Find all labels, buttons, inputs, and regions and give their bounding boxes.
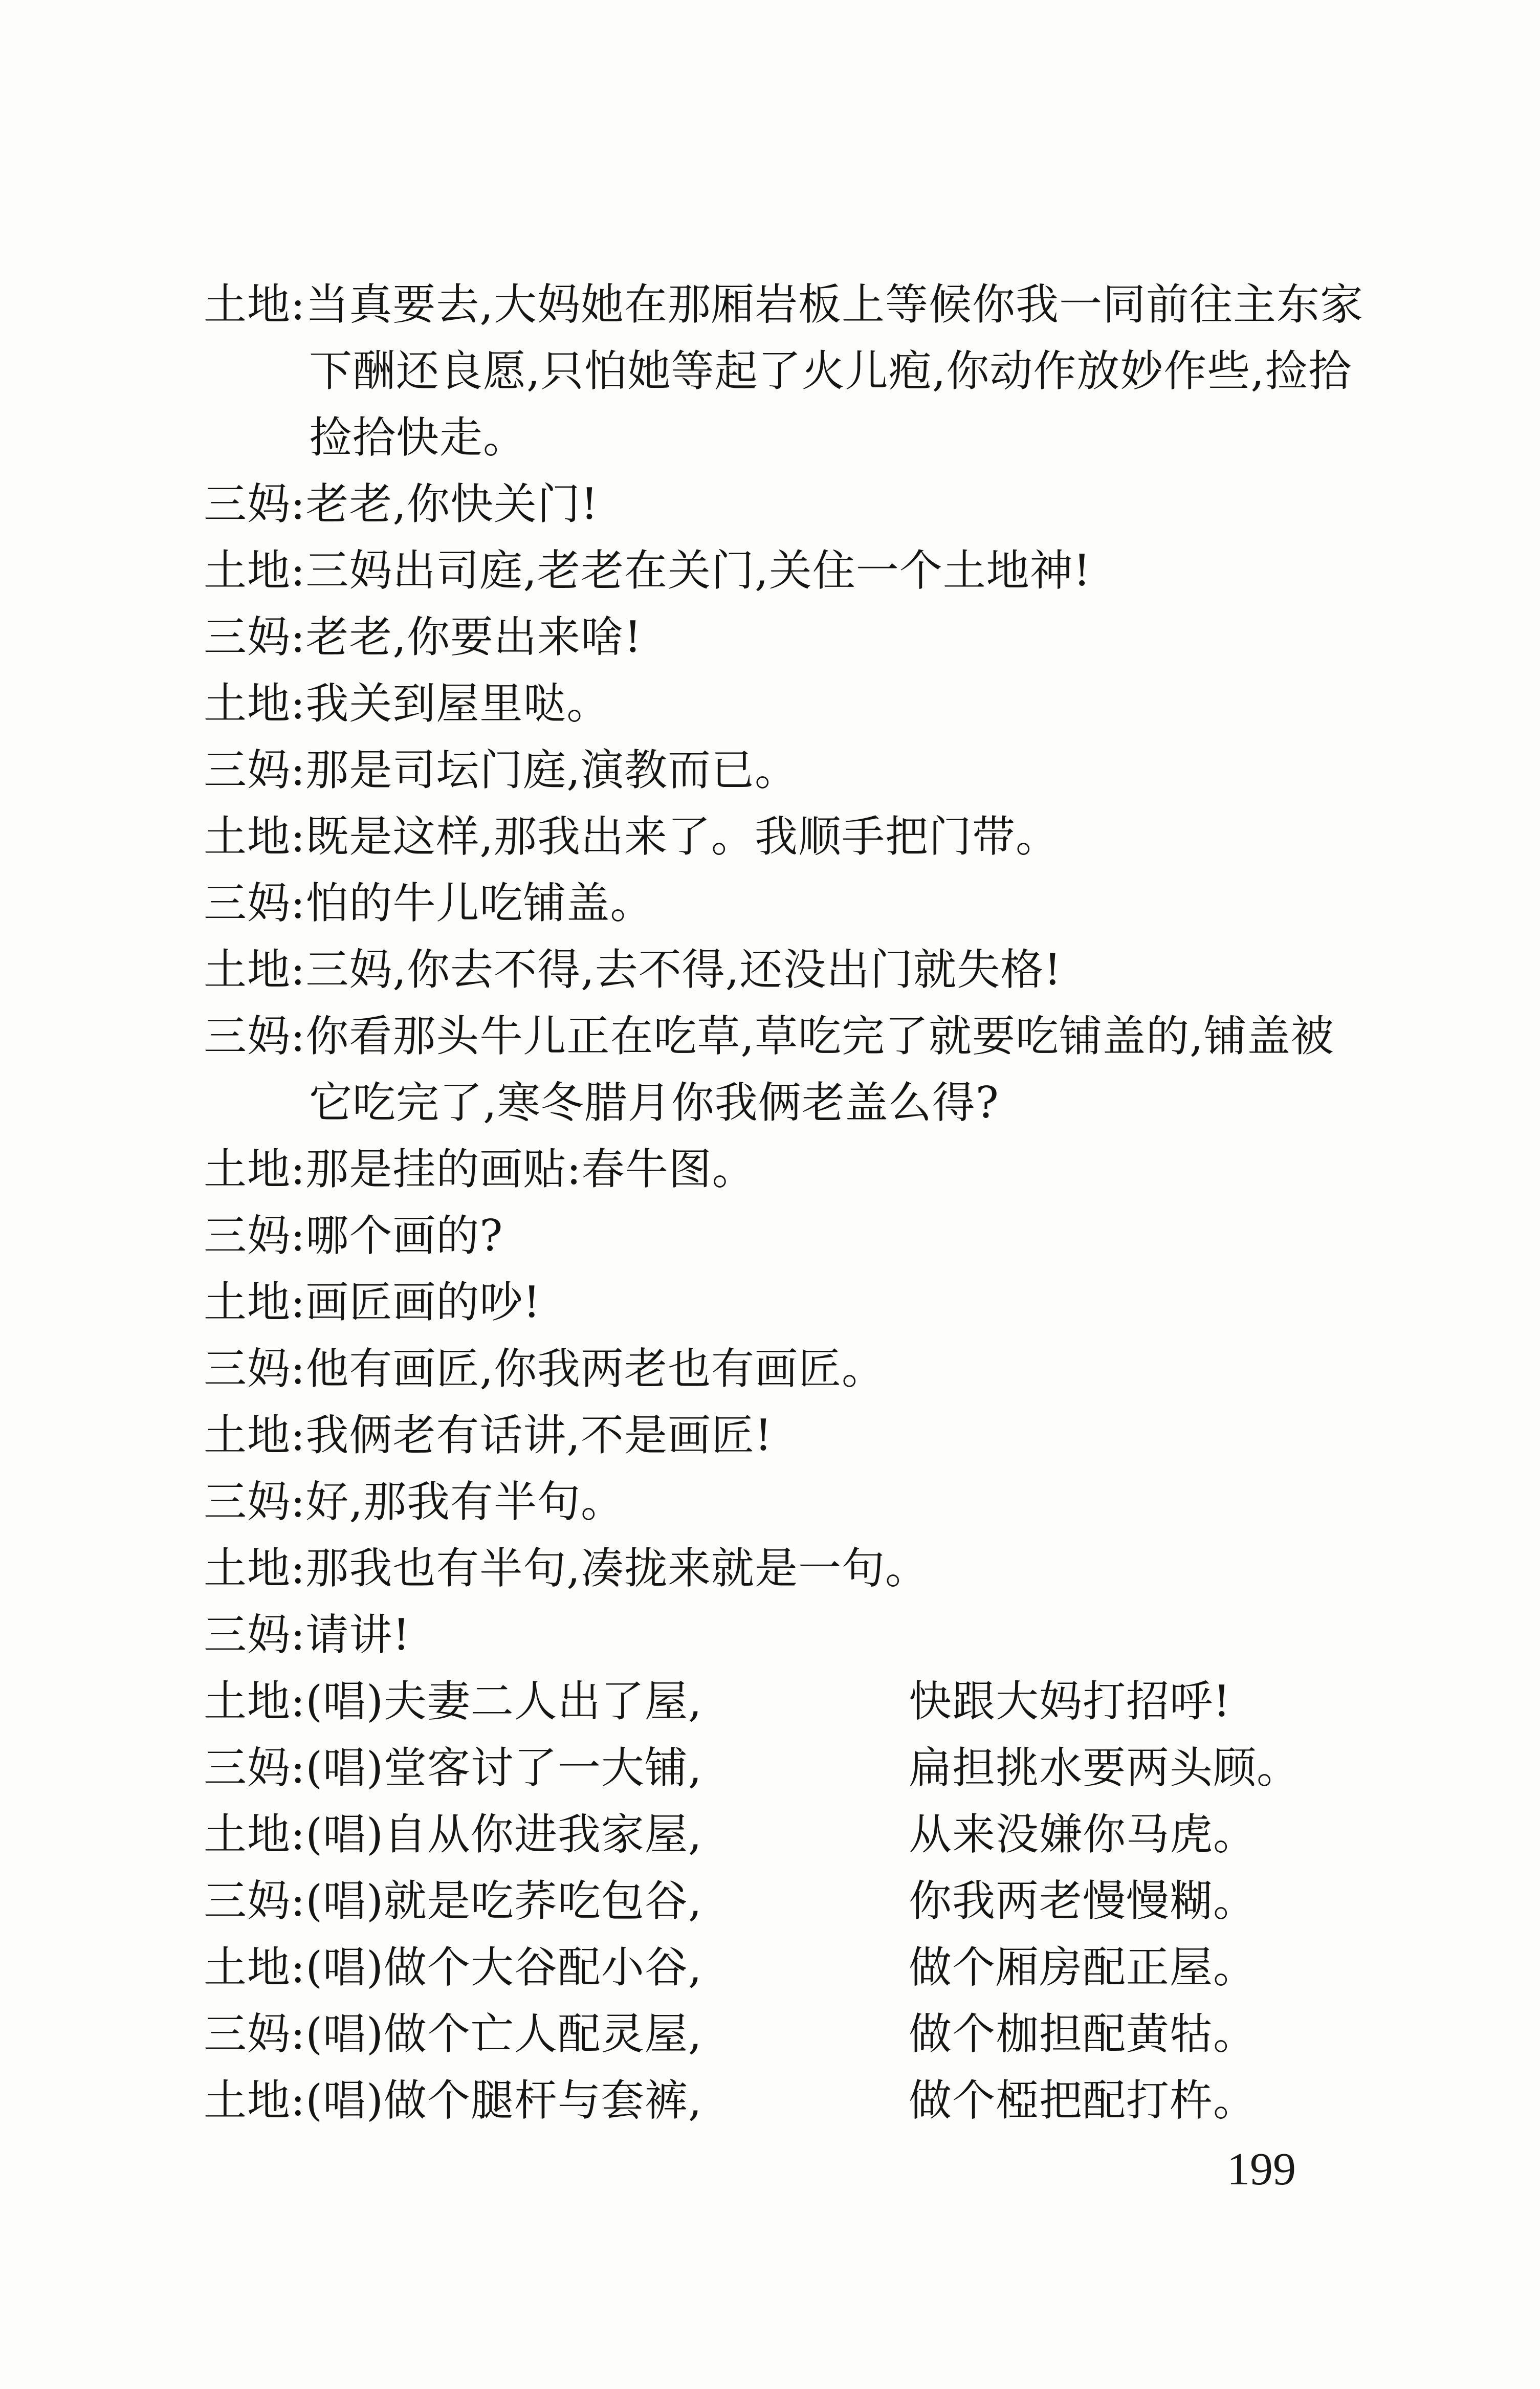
verse-line — [204, 2067, 1360, 2134]
dialogue-text: 老老,你快关门! — [305, 479, 599, 529]
page-number: 199 — [1227, 2144, 1296, 2195]
speaker-name: 土地 — [204, 1942, 291, 1992]
speaker-name: 三妈 — [204, 745, 291, 795]
speaker-colon: : — [291, 945, 306, 995]
speaker-colon: : — [291, 612, 306, 662]
dialogue-line — [204, 1535, 1360, 1602]
dialogue-text: 那是司坛门庭,演教而已。 — [305, 745, 799, 795]
speaker-colon: : — [291, 1344, 306, 1394]
speaker-name: 三妈 — [204, 1477, 291, 1527]
verse-line — [204, 1735, 1360, 1801]
verse-first-half: (唱)做个大谷配小谷, — [305, 1942, 702, 1992]
speaker-name: 三妈 — [204, 878, 291, 928]
dialogue-line — [204, 1602, 1360, 1668]
speaker-name: 土地 — [204, 1809, 291, 1859]
dialogue-line — [204, 870, 1360, 936]
verse-line — [204, 1801, 1360, 1868]
speaker-name: 三妈 — [204, 612, 291, 662]
dialogue-line — [204, 936, 1360, 1003]
speaker-name: 土地 — [204, 1676, 291, 1726]
speaker-name: 土地 — [204, 279, 291, 330]
dialogue-text: 他有画匠,你我两老也有画匠。 — [305, 1344, 886, 1394]
speaker-name: 土地 — [204, 2075, 291, 2125]
dialogue-text: 好,那我有半句。 — [305, 1477, 625, 1527]
dialogue-line — [204, 670, 1360, 737]
speaker-colon: : — [291, 279, 306, 330]
dialogue-line — [204, 1136, 1360, 1202]
dialogue-line — [204, 1469, 1360, 1535]
verse-line — [204, 1934, 1360, 2001]
speaker-colon: : — [291, 1410, 306, 1460]
speaker-colon: : — [291, 1011, 306, 1061]
speaker-colon: : — [291, 545, 306, 596]
speaker-colon: : — [291, 1676, 306, 1726]
speaker-name: 土地 — [204, 545, 291, 596]
dialogue-text: 既是这样,那我出来了。我顺手把门带。 — [305, 812, 1060, 862]
verse-first-half: (唱)夫妻二人出了屋, — [305, 1676, 702, 1726]
speaker-name: 土地 — [204, 1144, 291, 1194]
verse-first-half: (唱)做个腿杆与套裤, — [305, 2075, 702, 2125]
verse-second-half: 做个厢房配正屋。 — [909, 1942, 1257, 1992]
dialogue-line — [204, 338, 1360, 404]
speaker-colon: : — [291, 1942, 306, 1992]
speaker-colon: : — [291, 2009, 306, 2059]
speaker-name: 土地 — [204, 678, 291, 729]
dialogue-text: 你看那头牛儿正在吃草,草吃完了就要吃铺盖的,铺盖被 — [305, 1011, 1334, 1061]
speaker-name: 土地 — [204, 812, 291, 862]
speaker-name: 三妈 — [204, 1876, 291, 1926]
speaker-colon: : — [291, 812, 306, 862]
dialogue-text: 画匠画的吵! — [305, 1277, 541, 1327]
dialogue-text: 怕的牛儿吃铺盖。 — [305, 878, 654, 928]
dialogue-line — [204, 803, 1360, 870]
verse-first-half: (唱)就是吃荞吃包谷, — [305, 1876, 702, 1926]
speaker-colon: : — [291, 1809, 306, 1859]
speaker-colon: : — [291, 1144, 306, 1194]
dialogue-line — [204, 537, 1360, 604]
dialogue-text: 三妈,你去不得,去不得,还没出门就失格! — [305, 945, 1062, 995]
dialogue-text: 那我也有半句,凑拢来就是一句。 — [305, 1543, 929, 1593]
verse-second-half: 扁担挑水要两头顾。 — [909, 1743, 1301, 1793]
dialogue-text: 它吃完了,寒冬腊月你我俩老盖么得? — [309, 1078, 999, 1128]
dialogue-line — [204, 271, 1364, 338]
dialogue-text: 我俩老有话讲,不是画匠! — [305, 1410, 773, 1460]
script-text-block — [204, 271, 1364, 2134]
dialogue-line — [204, 1335, 1360, 1402]
speaker-colon: : — [291, 1743, 306, 1793]
speaker-name: 土地 — [204, 1277, 291, 1327]
verse-first-half: (唱)堂客讨了一大铺, — [305, 1743, 702, 1793]
dialogue-line — [204, 1003, 1360, 1069]
speaker-name: 三妈 — [204, 1211, 291, 1261]
dialogue-text: 下酬还良愿,只怕她等起了火儿疱,你动作放妙作些,捡拾 — [309, 346, 1352, 396]
dialogue-text: 那是挂的画贴:春牛图。 — [305, 1144, 756, 1194]
verse-second-half: 做个枷担配黄牯。 — [909, 2009, 1257, 2059]
speaker-colon: : — [291, 1211, 306, 1261]
speaker-colon: : — [291, 2075, 306, 2125]
dialogue-line — [204, 604, 1360, 670]
dialogue-text: 当真要去,大妈她在那厢岩板上等候你我一同前往主东家 — [305, 279, 1364, 330]
verse-line — [204, 1668, 1360, 1735]
dialogue-line — [204, 1202, 1360, 1269]
verse-first-half: (唱)自从你进我家屋, — [305, 1809, 702, 1859]
verse-second-half: 从来没嫌你马虎。 — [909, 1809, 1257, 1859]
dialogue-text: 捡拾快走。 — [309, 412, 527, 463]
dialogue-line — [204, 471, 1360, 537]
speaker-colon: : — [291, 745, 306, 795]
speaker-colon: : — [291, 1876, 306, 1926]
dialogue-line — [204, 404, 1360, 471]
verse-first-half: (唱)做个亡人配灵屋, — [305, 2009, 702, 2059]
dialogue-line — [204, 737, 1360, 803]
dialogue-text: 老老,你要出来啥! — [305, 612, 642, 662]
verse-second-half: 快跟大妈打招呼! — [909, 1676, 1231, 1726]
speaker-name: 土地 — [204, 945, 291, 995]
speaker-name: 三妈 — [204, 1344, 291, 1394]
speaker-name: 土地 — [204, 1543, 291, 1593]
dialogue-text: 我关到屋里哒。 — [305, 678, 610, 729]
verse-line — [204, 2001, 1360, 2067]
verse-line — [204, 1868, 1360, 1934]
speaker-name: 三妈 — [204, 2009, 291, 2059]
speaker-colon: : — [291, 479, 306, 529]
speaker-name: 三妈 — [204, 1011, 291, 1061]
speaker-colon: : — [291, 1610, 306, 1660]
dialogue-line — [204, 1402, 1360, 1469]
speaker-colon: : — [291, 878, 306, 928]
dialogue-text: 三妈出司庭,老老在关门,关住一个土地神! — [305, 545, 1091, 596]
speaker-colon: : — [291, 678, 306, 729]
dialogue-line — [204, 1269, 1360, 1335]
speaker-colon: : — [291, 1543, 306, 1593]
speaker-name: 三妈 — [204, 479, 291, 529]
verse-second-half: 你我两老慢慢糊。 — [909, 1876, 1257, 1926]
dialogue-line — [204, 1069, 1360, 1136]
speaker-name: 三妈 — [204, 1743, 291, 1793]
dialogue-text: 哪个画的? — [305, 1211, 503, 1261]
verse-second-half: 做个椏把配打杵。 — [909, 2075, 1257, 2125]
speaker-colon: : — [291, 1277, 306, 1327]
speaker-name: 土地 — [204, 1410, 291, 1460]
speaker-name: 三妈 — [204, 1610, 291, 1660]
speaker-colon: : — [291, 1477, 306, 1527]
dialogue-text: 请讲! — [305, 1610, 411, 1660]
